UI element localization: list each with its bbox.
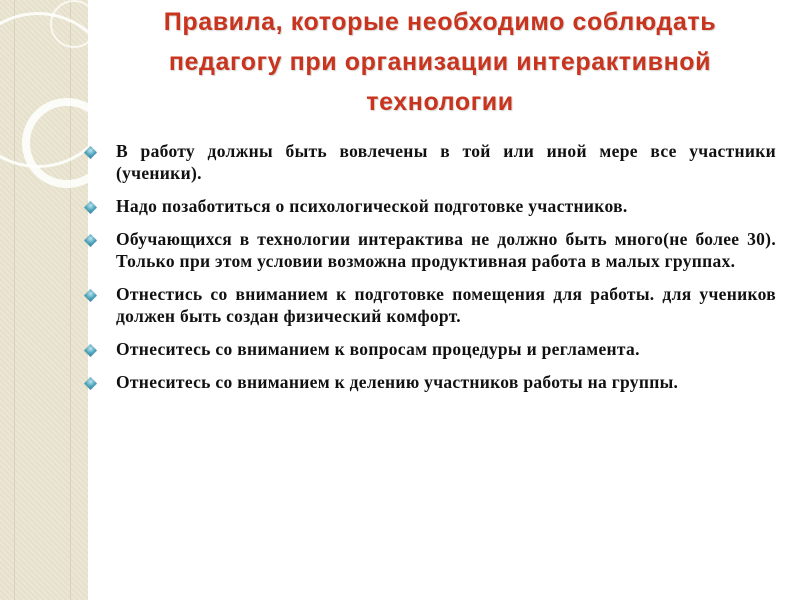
decorative-side-panel xyxy=(0,0,88,600)
teal-diamond-bullet-icon xyxy=(84,146,97,159)
bullet-list xyxy=(80,140,776,404)
bullet-text: В работу должны быть вовлечены в той или иной мере все участники (ученики). xyxy=(116,141,776,183)
bullet-item xyxy=(80,195,776,217)
teal-diamond-bullet-icon xyxy=(84,234,97,247)
bullet-item xyxy=(80,371,776,393)
slide-title: Правила, которые необходимо соблюдать педагогу при организации интерактивной технологии xyxy=(163,8,717,116)
teal-diamond-bullet-icon xyxy=(84,344,97,357)
bullet-text: Отнеситесь со вниманием к делению участников работы на группы. xyxy=(116,372,679,392)
decorative-ring xyxy=(50,0,98,48)
bullet-text: Отнеситесь со вниманием к вопросам процедуры и регламента. xyxy=(116,339,640,359)
bullet-item xyxy=(80,228,776,272)
bullet-text: Отнестись со вниманием к подготовке помещения для работы. для учеников должен быть создан физический комфорт. xyxy=(116,284,776,326)
bullet-text: Обучающихся в технологии интерактива не должно быть много(не более 30). Только при этом условии возможна продуктивная работа в малых группах. xyxy=(116,229,776,271)
bullet-item xyxy=(80,140,776,184)
bullet-item xyxy=(80,283,776,327)
teal-diamond-bullet-icon xyxy=(84,289,97,302)
teal-diamond-bullet-icon xyxy=(84,377,97,390)
teal-diamond-bullet-icon xyxy=(84,201,97,214)
bullet-item xyxy=(80,338,776,360)
bullet-text: Надо позаботиться о психологической подготовке участников. xyxy=(116,196,628,216)
